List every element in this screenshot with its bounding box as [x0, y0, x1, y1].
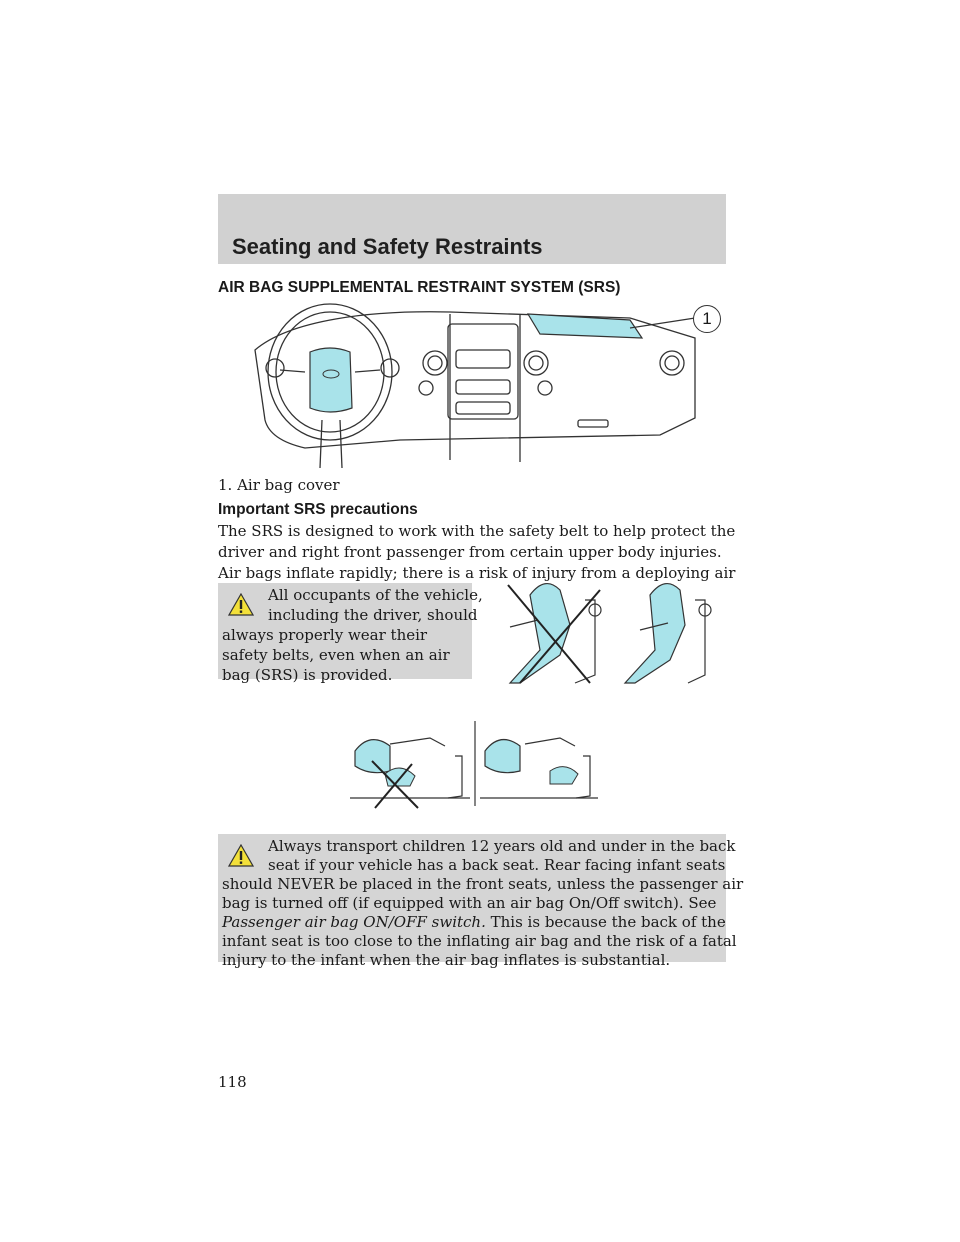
warning-2-line6: infant seat is too close to the inflating air bag and the risk of a fatal: [222, 932, 737, 950]
warning-1-rest: always properly wear their safety belts, even when an air bag (SRS) is provided.: [222, 626, 450, 684]
figure-caption: 1. Air bag cover: [218, 476, 340, 494]
precautions-paragraph: The SRS is designed to work with the safety belt to help protect the driver and right front passenger from certain upper body injuries. Air bags inflate rapidly; there is a risk of injury from a deploying air: [218, 522, 736, 582]
warning-box-2: [218, 834, 744, 969]
warning-2-line5-rest: This is because the back of the: [485, 913, 726, 931]
occupant-illustration: [500, 565, 725, 687]
header-title: Seating and Safety Restraints: [232, 234, 543, 259]
warning-triangle-icon: [228, 844, 254, 867]
warning-2-line1: Always transport children 12 years old and under in the back: [268, 837, 736, 855]
callout-1: 1: [693, 305, 721, 333]
warning-2-line3: should NEVER be placed in the front seats, unless the passenger air: [222, 875, 744, 893]
warning-2-line7: injury to the infant when the air bag inflates is substantial.: [222, 951, 671, 969]
section-title: AIR BAG SUPPLEMENTAL RESTRAINT SYSTEM (SRS): [218, 279, 621, 296]
warning-box-1: [218, 583, 483, 684]
page-header: [218, 194, 726, 264]
warning-triangle-icon: [228, 593, 254, 616]
page-number: 118: [218, 1073, 247, 1091]
warning-1-line1: All occupants of the vehicle,: [268, 586, 483, 604]
precautions-title: Important SRS precautions: [218, 501, 418, 518]
warning-2-link-italic: Passenger air bag ON/OFF switch.: [222, 913, 486, 931]
infant-seat-illustration: [350, 716, 600, 811]
dashboard-illustration: [250, 300, 720, 470]
warning-1-line2: including the driver, should: [268, 606, 478, 624]
warning-2-line5: [222, 912, 726, 932]
warning-2-line4: bag is turned off (if equipped with an air bag On/Off switch). See: [222, 894, 717, 912]
warning-2-line2: seat if your vehicle has a back seat. Rear facing infant seats: [268, 856, 726, 874]
